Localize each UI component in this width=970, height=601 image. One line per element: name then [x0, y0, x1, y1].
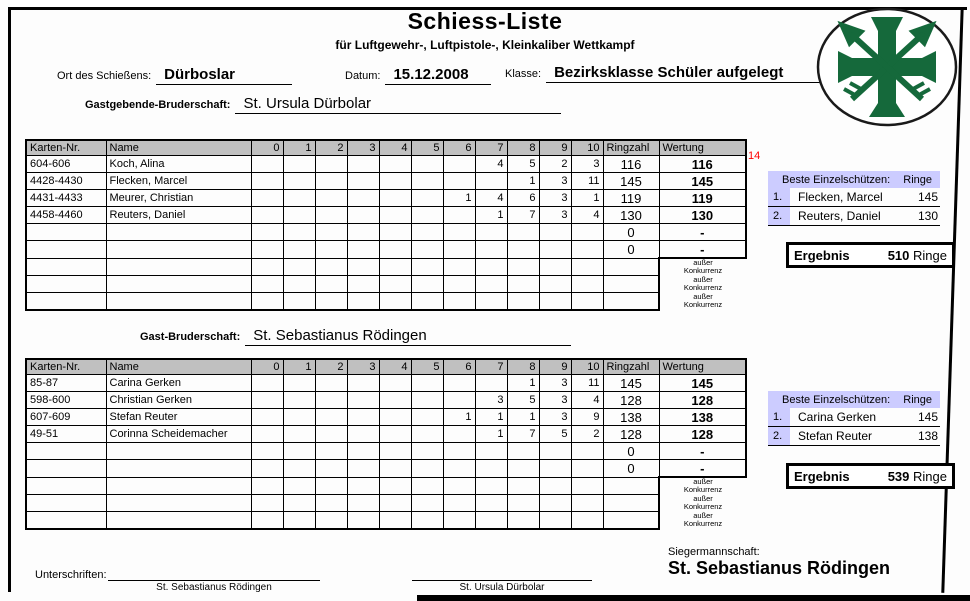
- best-ringe: 145: [917, 410, 938, 424]
- hit-cell-7: [475, 460, 507, 478]
- hit-cell-4: [379, 207, 411, 224]
- hit-cell-4: [379, 173, 411, 190]
- hit-cell-3: [347, 173, 379, 190]
- hit-cell-2: [315, 443, 347, 460]
- hit-cell-1: [283, 392, 315, 409]
- karten-cell: 4431-4433: [26, 190, 106, 207]
- col-header-0: 0: [251, 140, 283, 156]
- guest-best-box: [768, 391, 940, 446]
- guest-bruderschaft-label: Gast-Bruderschaft:: [140, 331, 241, 343]
- hit-cell-0: [251, 375, 283, 392]
- ergebnis-label: Ergebnis: [794, 247, 850, 263]
- hit-cell-7: 1: [475, 426, 507, 443]
- hit-cell-6: [443, 443, 475, 460]
- host-score-table: [25, 139, 747, 311]
- hit-cell-3: [347, 190, 379, 207]
- hit-cell-6: [443, 375, 475, 392]
- hit-cell-7: 1: [475, 207, 507, 224]
- best-ringe-label: Ringe: [903, 173, 932, 186]
- name-cell: Stefan Reuter: [106, 409, 251, 426]
- col-header-5: 5: [411, 140, 443, 156]
- col-header-0: 0: [251, 359, 283, 375]
- hit-cell-1: [283, 224, 315, 241]
- wertung-cell: -: [659, 460, 746, 478]
- wertung-cell: -: [659, 241, 746, 259]
- best-title: Beste Einzelschützen:: [782, 393, 891, 406]
- hit-cell-1: [283, 173, 315, 190]
- col-header-10: 10: [571, 140, 603, 156]
- best-name: Flecken, Marcel: [798, 190, 883, 204]
- hit-cell-0: [251, 426, 283, 443]
- name-cell: Meurer, Christian: [106, 190, 251, 207]
- ort-field: [57, 66, 292, 85]
- col-header-ringzahl: Ringzahl: [603, 140, 659, 156]
- hit-cell-4: [379, 409, 411, 426]
- hit-cell-2: [315, 190, 347, 207]
- hit-cell-10: 11: [571, 375, 603, 392]
- karten-cell: 4458-4460: [26, 207, 106, 224]
- best-header: [768, 171, 940, 188]
- hit-cell-9: [539, 224, 571, 241]
- hit-cell-7: [475, 224, 507, 241]
- hit-cell-8: 1: [507, 173, 539, 190]
- wertung-cell: -: [659, 224, 746, 241]
- hit-cell-10: 9: [571, 409, 603, 426]
- name-cell: Reuters, Daniel: [106, 207, 251, 224]
- ausser-konkurrenz-label: außer Konkurrenz: [683, 292, 723, 309]
- col-header-6: 6: [443, 359, 475, 375]
- wertung-cell: 128: [659, 426, 746, 443]
- wertung-cell: 119: [659, 190, 746, 207]
- score-row: [26, 426, 746, 443]
- hit-cell-3: [347, 241, 379, 259]
- host-bruderschaft-value: St. Ursula Dürbolar: [235, 95, 561, 114]
- hit-cell-5: [411, 443, 443, 460]
- hit-cell-4: [379, 156, 411, 173]
- hit-cell-10: [571, 224, 603, 241]
- ausser-konkurrenz-row: [26, 275, 746, 292]
- brotherhood-logo: [814, 5, 962, 134]
- hit-cell-6: [443, 173, 475, 190]
- hit-cell-3: [347, 426, 379, 443]
- hit-cell-4: [379, 426, 411, 443]
- hit-cell-0: [251, 207, 283, 224]
- hit-cell-5: [411, 426, 443, 443]
- score-row: [26, 443, 746, 460]
- hit-cell-2: [315, 460, 347, 478]
- hit-cell-10: 4: [571, 207, 603, 224]
- ausser-konkurrenz-label: außer Konkurrenz: [683, 258, 723, 275]
- col-header-1: 1: [283, 359, 315, 375]
- hit-cell-8: [507, 443, 539, 460]
- hit-cell-10: 11: [571, 173, 603, 190]
- col-header-2: 2: [315, 140, 347, 156]
- hit-cell-1: [283, 190, 315, 207]
- ergebnis-value: 510 Ringe: [887, 247, 947, 263]
- name-cell: [106, 224, 251, 241]
- col-header-8: 8: [507, 359, 539, 375]
- ausser-konkurrenz-label: außer Konkurrenz: [683, 275, 723, 292]
- best-header: [768, 391, 940, 408]
- hit-cell-9: 2: [539, 156, 571, 173]
- karten-cell: 4428-4430: [26, 173, 106, 190]
- host-table-header-row: [26, 140, 746, 156]
- col-header-3: 3: [347, 359, 379, 375]
- ringzahl-cell: 119: [603, 190, 659, 207]
- hit-cell-5: [411, 375, 443, 392]
- col-header-7: 7: [475, 359, 507, 375]
- best-entry: [768, 188, 940, 207]
- karten-cell: 49-51: [26, 426, 106, 443]
- ringzahl-cell: 145: [603, 173, 659, 190]
- hit-cell-0: [251, 460, 283, 478]
- best-entry: [768, 427, 940, 446]
- hit-cell-5: [411, 156, 443, 173]
- green-cross-and-arrows-emblem-svg: [814, 5, 962, 129]
- wertung-cell: 145: [659, 173, 746, 190]
- karten-cell: [26, 241, 106, 259]
- signature-line-1: [108, 566, 320, 581]
- best-ringe: 145: [917, 190, 938, 204]
- hit-cell-5: [411, 460, 443, 478]
- name-cell: Carina Gerken: [106, 375, 251, 392]
- hit-cell-0: [251, 392, 283, 409]
- hit-cell-1: [283, 460, 315, 478]
- klasse-label: Klasse:: [505, 68, 542, 80]
- hit-cell-9: 3: [539, 190, 571, 207]
- ringzahl-cell: 128: [603, 426, 659, 443]
- hit-cell-2: [315, 392, 347, 409]
- hit-cell-4: [379, 190, 411, 207]
- hit-cell-7: [475, 443, 507, 460]
- col-header-4: 4: [379, 359, 411, 375]
- host-bruderschaft-field: [85, 95, 561, 114]
- ergebnis-label: Ergebnis: [794, 468, 850, 484]
- hit-cell-4: [379, 375, 411, 392]
- frame-bottom: [417, 595, 970, 601]
- guest-bruderschaft-value: St. Sebastianus Rödingen: [245, 327, 571, 346]
- hit-cell-6: [443, 224, 475, 241]
- col-header-7: 7: [475, 140, 507, 156]
- hit-cell-7: 3: [475, 392, 507, 409]
- karten-cell: 85-87: [26, 375, 106, 392]
- ringzahl-cell: 0: [603, 460, 659, 478]
- col-header-10: 10: [571, 359, 603, 375]
- score-row: [26, 460, 746, 478]
- wertung-cell: 128: [659, 392, 746, 409]
- col-header-4: 4: [379, 140, 411, 156]
- hit-cell-5: [411, 190, 443, 207]
- name-cell: Corinna Scheidemacher: [106, 426, 251, 443]
- ausser-konkurrenz-label: außer Konkurrenz: [683, 511, 723, 528]
- hit-cell-5: [411, 173, 443, 190]
- hit-cell-9: 3: [539, 207, 571, 224]
- hit-cell-2: [315, 207, 347, 224]
- hit-cell-7: 1: [475, 409, 507, 426]
- score-row: [26, 392, 746, 409]
- hit-cell-10: [571, 460, 603, 478]
- hit-cell-6: [443, 460, 475, 478]
- score-row: [26, 375, 746, 392]
- hit-cell-9: [539, 443, 571, 460]
- hit-cell-2: [315, 156, 347, 173]
- hit-cell-8: [507, 224, 539, 241]
- hit-cell-3: [347, 207, 379, 224]
- hit-cell-1: [283, 375, 315, 392]
- col-header-9: 9: [539, 140, 571, 156]
- hit-cell-1: [283, 426, 315, 443]
- ausser-konkurrenz-row: [26, 494, 746, 511]
- hit-cell-4: [379, 460, 411, 478]
- col-header-name: Name: [106, 140, 251, 156]
- col-header-name: Name: [106, 359, 251, 375]
- hit-cell-4: [379, 224, 411, 241]
- best-name: Stefan Reuter: [798, 429, 873, 443]
- karten-cell: [26, 443, 106, 460]
- karten-cell: 604-606: [26, 156, 106, 173]
- hit-cell-8: 1: [507, 409, 539, 426]
- hit-cell-8: 7: [507, 207, 539, 224]
- hit-cell-2: [315, 409, 347, 426]
- col-header-6: 6: [443, 140, 475, 156]
- wertung-cell: 138: [659, 409, 746, 426]
- hit-cell-2: [315, 426, 347, 443]
- hit-cell-4: [379, 392, 411, 409]
- ergebnis-value: 539 Ringe: [887, 468, 947, 484]
- hit-cell-9: [539, 241, 571, 259]
- hit-cell-8: [507, 460, 539, 478]
- hit-cell-0: [251, 224, 283, 241]
- hit-cell-3: [347, 224, 379, 241]
- hit-cell-5: [411, 409, 443, 426]
- hit-cell-6: [443, 207, 475, 224]
- best-name: Reuters, Daniel: [798, 209, 881, 223]
- host-bruderschaft-label: Gastgebende-Bruderschaft:: [85, 99, 231, 111]
- best-rank: 2.: [768, 427, 790, 445]
- guest-bruderschaft-field: [140, 327, 571, 346]
- guest-ergebnis-box: [786, 463, 955, 489]
- ausser-konkurrenz-row: [26, 511, 746, 529]
- col-header-5: 5: [411, 359, 443, 375]
- ort-value: Dürboslar: [156, 66, 292, 85]
- hit-cell-2: [315, 241, 347, 259]
- wertung-cell: 130: [659, 207, 746, 224]
- col-header-9: 9: [539, 359, 571, 375]
- col-header-wertung: Wertung: [659, 359, 746, 375]
- name-cell: Christian Gerken: [106, 392, 251, 409]
- name-cell: Koch, Alina: [106, 156, 251, 173]
- hit-cell-0: [251, 241, 283, 259]
- wertung-cell: 145: [659, 375, 746, 392]
- hit-cell-0: [251, 409, 283, 426]
- best-entry: [768, 408, 940, 427]
- datum-value: 15.12.2008: [385, 66, 491, 85]
- hit-cell-5: [411, 241, 443, 259]
- score-row: [26, 156, 746, 173]
- ort-label: Ort des Schießens:: [57, 70, 152, 82]
- hit-cell-6: [443, 392, 475, 409]
- hit-cell-10: [571, 443, 603, 460]
- page-subtitle: für Luftgewehr-, Luftpistole-, Kleinkaliber Wettkampf: [335, 38, 635, 52]
- signature-caption-1: St. Sebastianus Rödingen: [156, 582, 272, 593]
- ringzahl-cell: 0: [603, 443, 659, 460]
- hit-cell-6: 1: [443, 190, 475, 207]
- best-entry: [768, 207, 940, 226]
- hit-cell-8: 1: [507, 375, 539, 392]
- hit-cell-0: [251, 156, 283, 173]
- best-rank: 2.: [768, 207, 790, 225]
- ausser-konkurrenz-row: [26, 477, 746, 494]
- hit-cell-3: [347, 375, 379, 392]
- signature-line-2: [412, 566, 592, 581]
- hit-cell-2: [315, 375, 347, 392]
- col-header-karten: Karten-Nr.: [26, 140, 106, 156]
- hit-cell-7: 4: [475, 156, 507, 173]
- wertung-cell: -: [659, 443, 746, 460]
- name-cell: [106, 241, 251, 259]
- hit-cell-5: [411, 392, 443, 409]
- ausser-konkurrenz-label: außer Konkurrenz: [683, 477, 723, 494]
- hit-cell-9: 3: [539, 392, 571, 409]
- hit-cell-0: [251, 190, 283, 207]
- hit-cell-2: [315, 224, 347, 241]
- name-cell: [106, 460, 251, 478]
- hit-cell-7: [475, 241, 507, 259]
- hit-cell-9: [539, 460, 571, 478]
- datum-label: Datum:: [345, 70, 381, 82]
- name-cell: Flecken, Marcel: [106, 173, 251, 190]
- best-name: Carina Gerken: [798, 410, 877, 424]
- hit-cell-8: 5: [507, 156, 539, 173]
- hit-cell-1: [283, 156, 315, 173]
- hit-cell-6: [443, 426, 475, 443]
- col-header-karten: Karten-Nr.: [26, 359, 106, 375]
- hit-cell-8: 7: [507, 426, 539, 443]
- hit-cell-9: 3: [539, 409, 571, 426]
- hit-cell-6: [443, 241, 475, 259]
- hit-cell-3: [347, 156, 379, 173]
- red-annotation-14: 14: [748, 150, 761, 162]
- ringzahl-cell: 0: [603, 241, 659, 259]
- hit-cell-0: [251, 443, 283, 460]
- datum-field: [345, 66, 491, 85]
- ausser-konkurrenz-row: [26, 292, 746, 310]
- hit-cell-10: [571, 241, 603, 259]
- score-row: [26, 224, 746, 241]
- hit-cell-7: [475, 375, 507, 392]
- host-ergebnis-box: [786, 242, 955, 268]
- hit-cell-10: 4: [571, 392, 603, 409]
- hit-cell-9: 3: [539, 375, 571, 392]
- ausser-konkurrenz-label: außer Konkurrenz: [683, 494, 723, 511]
- ausser-konkurrenz-row: [26, 258, 746, 275]
- unterschriften-label: Unterschriften:: [35, 569, 107, 581]
- hit-cell-3: [347, 460, 379, 478]
- best-ringe: 138: [917, 429, 938, 443]
- col-header-1: 1: [283, 140, 315, 156]
- col-header-ringzahl: Ringzahl: [603, 359, 659, 375]
- best-ringe-label: Ringe: [903, 393, 932, 406]
- hit-cell-0: [251, 173, 283, 190]
- hit-cell-4: [379, 443, 411, 460]
- score-row: [26, 173, 746, 190]
- ringzahl-cell: 138: [603, 409, 659, 426]
- score-row: [26, 241, 746, 259]
- col-header-wertung: Wertung: [659, 140, 746, 156]
- hit-cell-10: 3: [571, 156, 603, 173]
- hit-cell-1: [283, 443, 315, 460]
- hit-cell-6: 1: [443, 409, 475, 426]
- frame-left: [8, 7, 11, 592]
- hit-cell-3: [347, 409, 379, 426]
- karten-cell: 607-609: [26, 409, 106, 426]
- ringzahl-cell: 130: [603, 207, 659, 224]
- hit-cell-1: [283, 409, 315, 426]
- hit-cell-5: [411, 224, 443, 241]
- best-title: Beste Einzelschützen:: [782, 173, 891, 186]
- ringzahl-cell: 128: [603, 392, 659, 409]
- guest-score-table: [25, 358, 747, 530]
- page-title: Schiess-Liste: [407, 8, 563, 34]
- hit-cell-9: 3: [539, 173, 571, 190]
- hit-cell-1: [283, 207, 315, 224]
- hit-cell-7: 4: [475, 190, 507, 207]
- best-ringe: 130: [917, 209, 938, 223]
- hit-cell-6: [443, 156, 475, 173]
- wertung-cell: 116: [659, 156, 746, 173]
- hit-cell-8: 5: [507, 392, 539, 409]
- hit-cell-2: [315, 173, 347, 190]
- score-row: [26, 190, 746, 207]
- hit-cell-1: [283, 241, 315, 259]
- hit-cell-4: [379, 241, 411, 259]
- hit-cell-8: [507, 241, 539, 259]
- hit-cell-7: [475, 173, 507, 190]
- hit-cell-8: 6: [507, 190, 539, 207]
- hit-cell-5: [411, 207, 443, 224]
- ringzahl-cell: 0: [603, 224, 659, 241]
- host-best-box: [768, 171, 940, 226]
- guest-table-header-row: [26, 359, 746, 375]
- karten-cell: [26, 224, 106, 241]
- karten-cell: 598-600: [26, 392, 106, 409]
- best-rank: 1.: [768, 188, 790, 206]
- score-row: [26, 207, 746, 224]
- best-rank: 1.: [768, 408, 790, 426]
- col-header-8: 8: [507, 140, 539, 156]
- hit-cell-9: 5: [539, 426, 571, 443]
- signature-caption-2: St. Ursula Dürbolar: [459, 582, 545, 593]
- klasse-value: Bezirksklasse Schüler aufgelegt: [546, 64, 822, 83]
- hit-cell-3: [347, 443, 379, 460]
- hit-cell-10: 1: [571, 190, 603, 207]
- siegermannschaft-value: St. Sebastianus Rödingen: [668, 558, 891, 578]
- ringzahl-cell: 116: [603, 156, 659, 173]
- ringzahl-cell: 145: [603, 375, 659, 392]
- hit-cell-3: [347, 392, 379, 409]
- name-cell: [106, 443, 251, 460]
- score-row: [26, 409, 746, 426]
- col-header-2: 2: [315, 359, 347, 375]
- karten-cell: [26, 460, 106, 478]
- hit-cell-10: 2: [571, 426, 603, 443]
- siegermannschaft-label: Siegermannschaft:: [668, 546, 760, 558]
- klasse-field: [505, 64, 822, 83]
- col-header-3: 3: [347, 140, 379, 156]
